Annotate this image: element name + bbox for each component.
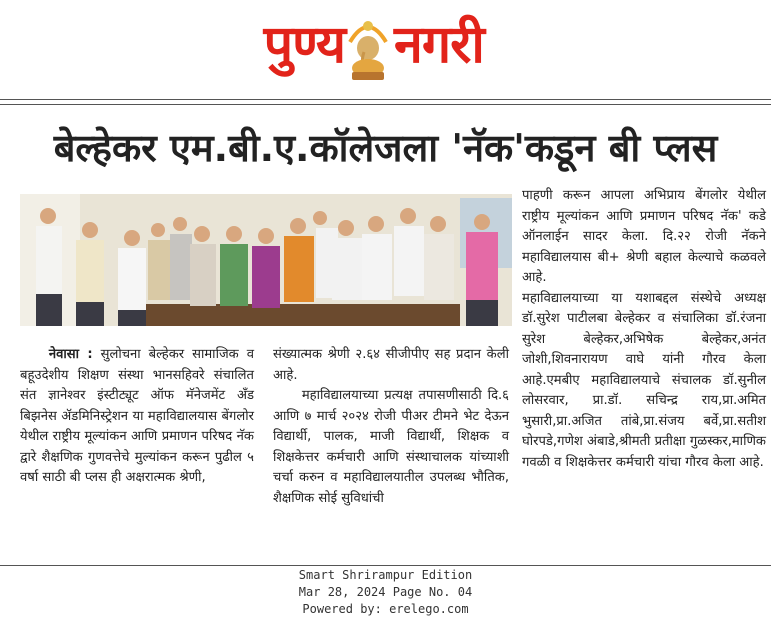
article-column-1-text: सुलोचना बेल्हेकर सामाजिक व बहूउदेशीय शिक्षण संस्था भानसहिवरे संचालित संत ज्ञानेश्वर इंस्टीट्यूट ऑफ मॅनेजमेंट अँड बिझनेस ॲडमिनिस्ट्रेशन या महाविद्यालयास बेंगलोर येथील राष्ट्रीय मूल्यांकन आणि प्रमाणन परिषद नॅक द्वारे शैक्षणिक गुणवत्तेचे मुल्यांकन करून पुढील ५ वर्षा साठी बी प्लस ही अक्षरात्मक श्रेणी, [20,347,254,485]
article-photo [20,194,512,326]
article-column-2-paragraph-1: संख्यात्मक श्रेणी २.६४ सीजीपीए सह प्रदान केली आहे. [273,347,509,383]
footer-date-page: Mar 28, 2024 Page No. 04 [298,585,473,599]
article-column-2 [273,345,509,509]
masthead-divider [0,99,771,100]
article-column-2-paragraph-2: महाविद्यालयाच्या प्रत्यक्ष तपासणीसाठी दि.६ आणि ७ मार्च २०२४ रोजी पीअर टीमने भेट देऊन विद्यार्थी, पालक, माजी विद्यार्थी, शिक्षक व शिक्षकेत्तर कर्मचारी आणि संस्थाचालक यांच्याशी चर्चा करुन व महाविद्यालयातील उपलब्ध भौतिक, शैक्षणिक सोई सुविधांची [273,388,509,506]
masthead-title-right: नगरी [394,15,484,75]
masthead [0,0,771,98]
masthead-title-left: पुण्य [263,15,345,75]
article-column-1 [20,345,254,489]
article-dateline: नेवासा : [48,347,93,362]
group-photo-image [20,194,512,326]
article-column-3 [522,186,766,473]
article-column-3-paragraph-1: पाहणी करून आपला अभिप्राय बेंगलोर येथील राष्ट्रीय मूल्यांकन आणि प्रमाणन परिषद नॅक' कडे ऑनलाईन सादर केला. दि.२२ रोजी नॅकने महाविद्यालयास बी+ श्रेणी बहाल केल्याचे कळवले आहे. [522,188,766,285]
footer-divider [0,565,771,566]
headline-top-rule [0,104,771,105]
edition-footer [0,567,771,618]
footer-edition: Smart Shrirampur Edition [298,568,473,582]
footer-powered-by: Powered by: erelego.com [302,602,469,616]
article-column-3-paragraph-2: महाविद्यालयाच्या या यशाबद्दल संस्थेचे अध्यक्ष डॉ.सुरेश पाटीलबा बेल्हेकर व संचालिका डॉ.रंजना सुरेश बेल्हेकर,अभिषेक बेल्हेकर,अनंत जोशी,शिवनारायण वाघे यांनी गौरव केला आहे.एमबीए महाविद्यालयाचे संचालक डॉ.सुनील लोसरवार, प्रा.डॉ. सचिन्द्र राय,प्रा.अमित भुसारी,प्रा.अजित तांबे,प्रा.संजय बर्वे,प्रा.सतीश घोरपडे,गणेश अंबाडे,श्रीमती प्रतीक्षा गुळस्कर,माणिक गवळी व शिक्षकेत्तर कर्मचारी यांचा गौरव केला आहे. [522,290,766,470]
headline: बेल्हेकर एम.बी.ए.कॉलेजला 'नॅक'कडून बी प्लस [53,126,718,170]
ganesha-logo-icon [344,12,392,82]
